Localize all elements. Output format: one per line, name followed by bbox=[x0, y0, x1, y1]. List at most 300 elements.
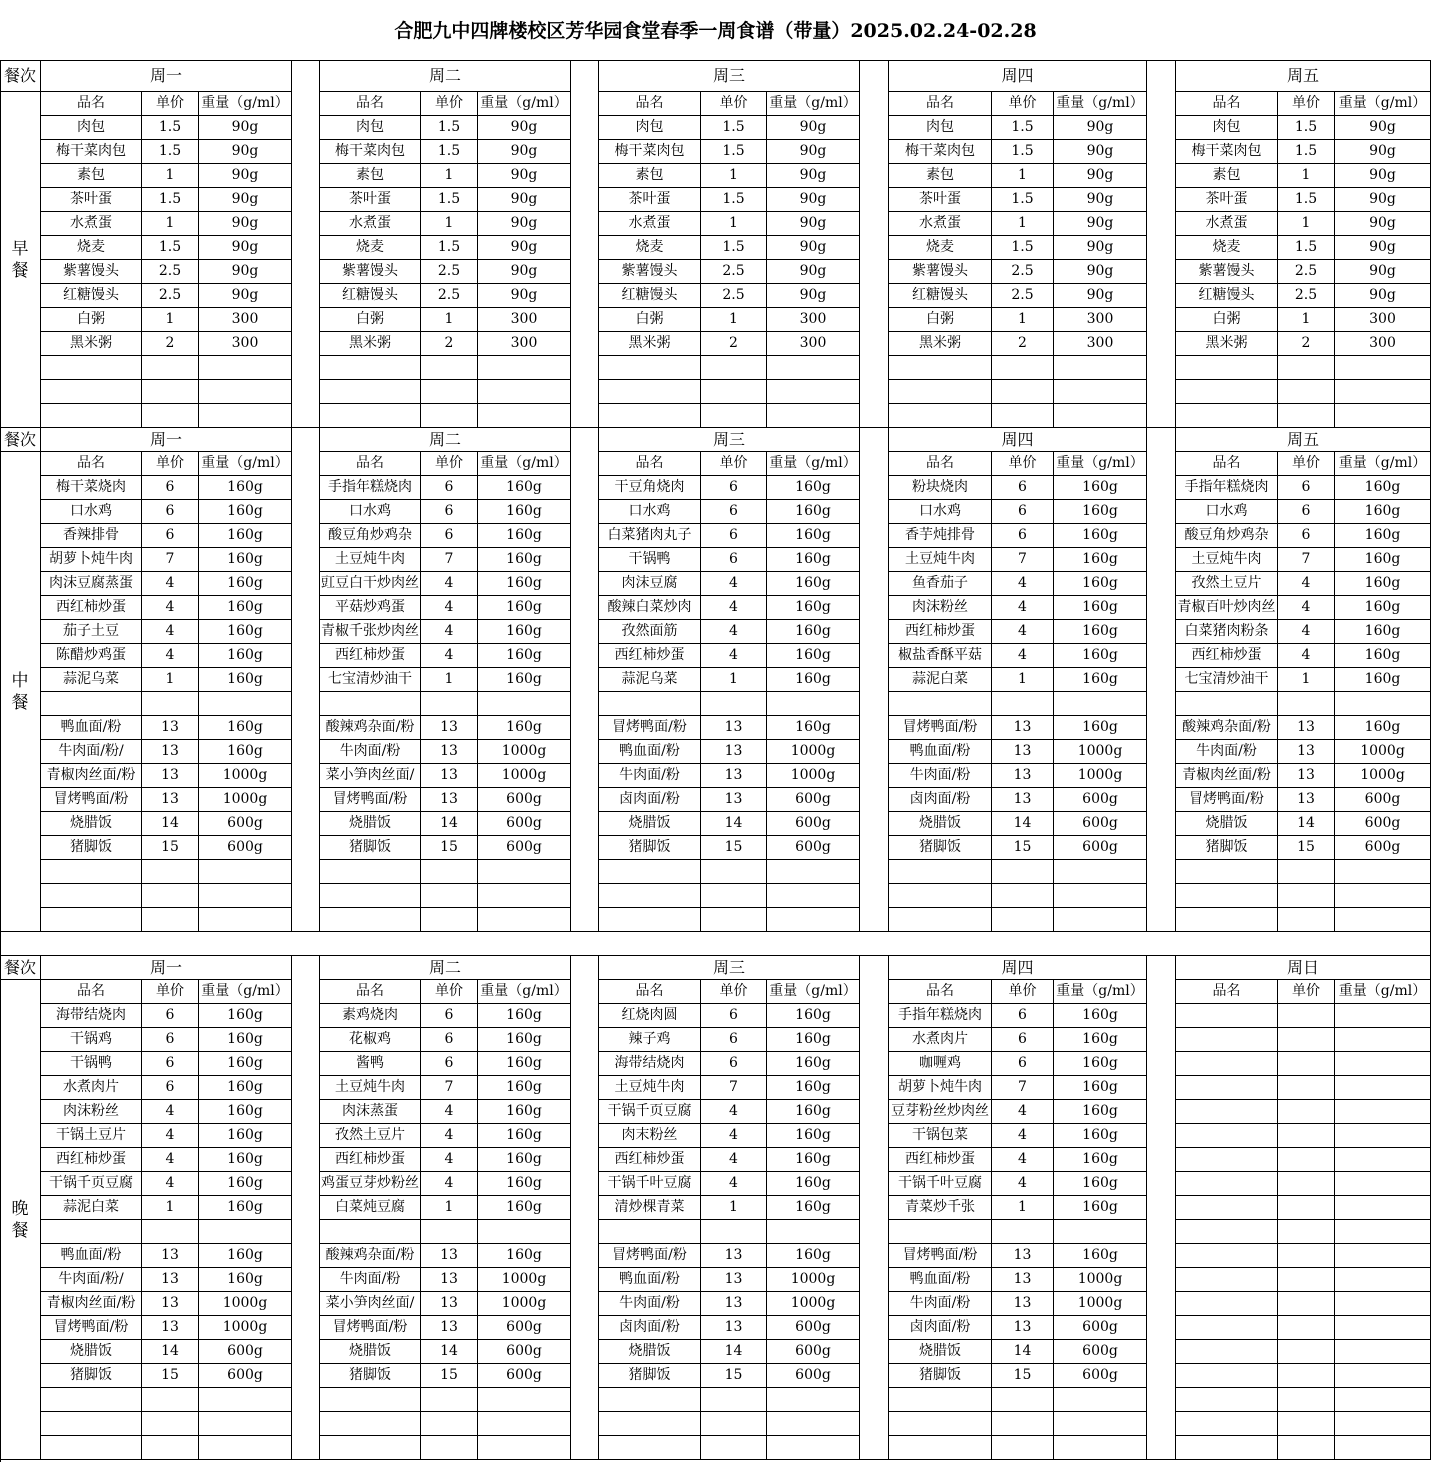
dish-price: 1.5 bbox=[142, 116, 199, 140]
dish-weight: 1000g bbox=[478, 740, 571, 764]
dish-price: 1.5 bbox=[701, 236, 767, 260]
dish-price: 4 bbox=[421, 1148, 478, 1172]
column-header-price: 单价 bbox=[421, 980, 478, 1004]
column-header-name: 品名 bbox=[41, 980, 142, 1004]
dish-price: 1.5 bbox=[992, 236, 1054, 260]
dish-price: 6 bbox=[701, 1052, 767, 1076]
dish-name: 蒜泥白菜 bbox=[889, 668, 992, 692]
dish-price: 2 bbox=[701, 332, 767, 356]
dish-name bbox=[599, 380, 701, 404]
dish-name: 肉沫粉丝 bbox=[889, 596, 992, 620]
dish-name: 土豆炖牛肉 bbox=[599, 1076, 701, 1100]
dish-name: 烧腊饭 bbox=[41, 1340, 142, 1364]
dish-name: 紫薯馒头 bbox=[599, 260, 701, 284]
dish-weight: 90g bbox=[478, 188, 571, 212]
dish-name: 茶叶蛋 bbox=[41, 188, 142, 212]
dish-name bbox=[320, 908, 421, 932]
dish-price: 4 bbox=[992, 1172, 1054, 1196]
dish-price: 4 bbox=[992, 620, 1054, 644]
dish-weight: 160g bbox=[767, 1004, 860, 1028]
column-header-price: 单价 bbox=[701, 452, 767, 476]
dish-weight bbox=[1054, 380, 1147, 404]
dish-price: 1 bbox=[142, 668, 199, 692]
dish-name: 烧腊饭 bbox=[889, 812, 992, 836]
dish-name: 肉沫粉丝 bbox=[41, 1100, 142, 1124]
dish-weight bbox=[478, 380, 571, 404]
dish-weight: 90g bbox=[478, 236, 571, 260]
dish-name: 肉包 bbox=[889, 116, 992, 140]
column-header-name: 品名 bbox=[599, 980, 701, 1004]
dish-price: 4 bbox=[142, 1148, 199, 1172]
dish-name: 牛肉面/粉 bbox=[1176, 740, 1278, 764]
dish-name: 茶叶蛋 bbox=[599, 188, 701, 212]
dish-weight: 160g bbox=[199, 1196, 292, 1220]
dish-name: 冒烤鸭面/粉 bbox=[599, 716, 701, 740]
dish-price: 4 bbox=[701, 1124, 767, 1148]
page-title: 合肥九中四牌楼校区芳华园食堂春季一周食谱（带量）2025.02.24-02.28 bbox=[394, 20, 1037, 42]
column-header-name: 品名 bbox=[889, 452, 992, 476]
dish-weight: 160g bbox=[478, 1076, 571, 1100]
dish-weight: 160g bbox=[1054, 524, 1147, 548]
dish-weight: 160g bbox=[478, 1124, 571, 1148]
column-header-name: 品名 bbox=[320, 980, 421, 1004]
dish-name bbox=[599, 1220, 701, 1244]
dish-name bbox=[599, 692, 701, 716]
dish-weight: 1000g bbox=[199, 788, 292, 812]
dish-weight: 600g bbox=[1054, 1364, 1147, 1388]
dish-price: 4 bbox=[1278, 644, 1335, 668]
dish-weight: 160g bbox=[767, 1196, 860, 1220]
column-spacer bbox=[860, 60, 889, 428]
dish-price: 15 bbox=[992, 836, 1054, 860]
dish-price bbox=[1278, 1004, 1335, 1028]
dish-weight: 300 bbox=[767, 308, 860, 332]
dish-price: 13 bbox=[421, 1268, 478, 1292]
dish-price: 13 bbox=[421, 764, 478, 788]
dish-price bbox=[142, 404, 199, 428]
dish-name bbox=[320, 356, 421, 380]
dish-weight: 90g bbox=[1054, 116, 1147, 140]
dish-name: 白粥 bbox=[889, 308, 992, 332]
dish-name: 干锅鸡 bbox=[41, 1028, 142, 1052]
dish-price: 13 bbox=[992, 788, 1054, 812]
dish-price bbox=[421, 404, 478, 428]
dish-price bbox=[701, 356, 767, 380]
dish-name: 猪脚饭 bbox=[320, 1364, 421, 1388]
dish-name bbox=[1176, 1316, 1278, 1340]
dish-price bbox=[421, 908, 478, 932]
dish-name: 手指年糕烧肉 bbox=[320, 476, 421, 500]
dish-weight: 160g bbox=[199, 524, 292, 548]
dish-name: 酸辣鸡杂面/粉 bbox=[320, 716, 421, 740]
dish-name bbox=[889, 884, 992, 908]
dish-price bbox=[1278, 1148, 1335, 1172]
dish-price: 13 bbox=[992, 716, 1054, 740]
dish-name: 花椒鸡 bbox=[320, 1028, 421, 1052]
dish-name: 海带结烧肉 bbox=[599, 1052, 701, 1076]
dish-weight bbox=[199, 692, 292, 716]
dish-name: 水煮蛋 bbox=[889, 212, 992, 236]
dish-price: 2.5 bbox=[1278, 260, 1335, 284]
dish-weight: 1000g bbox=[478, 1268, 571, 1292]
column-header-weight: 重量（g/ml） bbox=[1054, 980, 1147, 1004]
dish-price: 2.5 bbox=[992, 260, 1054, 284]
dish-price: 1.5 bbox=[142, 140, 199, 164]
dish-price bbox=[142, 860, 199, 884]
dish-name: 素包 bbox=[889, 164, 992, 188]
dish-weight: 160g bbox=[1054, 1124, 1147, 1148]
dish-name bbox=[889, 356, 992, 380]
dish-name: 肉包 bbox=[1176, 116, 1278, 140]
dish-price bbox=[421, 380, 478, 404]
dish-price: 15 bbox=[421, 836, 478, 860]
column-header-weight: 重量（g/ml） bbox=[767, 92, 860, 116]
dish-weight: 160g bbox=[767, 596, 860, 620]
dish-name bbox=[1176, 1364, 1278, 1388]
dish-price: 13 bbox=[421, 716, 478, 740]
dish-price bbox=[421, 1412, 478, 1436]
dish-name: 烧麦 bbox=[889, 236, 992, 260]
dish-weight: 160g bbox=[199, 1244, 292, 1268]
dish-price: 1.5 bbox=[1278, 188, 1335, 212]
dish-weight bbox=[478, 860, 571, 884]
dish-weight: 300 bbox=[199, 332, 292, 356]
dish-name: 猪脚饭 bbox=[889, 1364, 992, 1388]
dish-name: 烧腊饭 bbox=[320, 1340, 421, 1364]
dish-price bbox=[992, 1220, 1054, 1244]
dish-weight: 160g bbox=[1335, 548, 1431, 572]
dish-price: 13 bbox=[701, 1316, 767, 1340]
dish-price bbox=[142, 1220, 199, 1244]
dish-name: 烧腊饭 bbox=[599, 812, 701, 836]
day-header: 周三 bbox=[599, 956, 860, 980]
dish-name: 鸡蛋豆芽炒粉丝 bbox=[320, 1172, 421, 1196]
dish-price: 13 bbox=[142, 740, 199, 764]
dish-price: 14 bbox=[1278, 812, 1335, 836]
dish-name: 口水鸡 bbox=[599, 500, 701, 524]
dish-price: 6 bbox=[421, 1028, 478, 1052]
dish-price bbox=[1278, 1412, 1335, 1436]
dish-weight bbox=[199, 1436, 292, 1460]
dish-weight: 90g bbox=[1054, 140, 1147, 164]
dish-name: 干锅鸭 bbox=[41, 1052, 142, 1076]
dish-weight bbox=[767, 860, 860, 884]
dish-name: 西红柿炒蛋 bbox=[41, 596, 142, 620]
column-header-price: 单价 bbox=[992, 980, 1054, 1004]
day-header: 周五 bbox=[1176, 60, 1431, 92]
dish-weight: 160g bbox=[767, 1076, 860, 1100]
column-header-weight: 重量（g/ml） bbox=[199, 92, 292, 116]
dish-name: 西红柿炒蛋 bbox=[320, 1148, 421, 1172]
dish-weight bbox=[1335, 1028, 1431, 1052]
dish-name: 孜然面筋 bbox=[599, 620, 701, 644]
column-spacer bbox=[860, 428, 889, 932]
dish-price: 6 bbox=[992, 500, 1054, 524]
dish-price bbox=[1278, 1196, 1335, 1220]
dish-price: 7 bbox=[421, 548, 478, 572]
dish-price bbox=[992, 692, 1054, 716]
dish-price bbox=[1278, 1292, 1335, 1316]
column-header-name: 品名 bbox=[41, 452, 142, 476]
day-header: 周五 bbox=[1176, 428, 1431, 452]
column-header-price: 单价 bbox=[142, 452, 199, 476]
dish-name: 冒烤鸭面/粉 bbox=[41, 788, 142, 812]
dish-weight bbox=[199, 908, 292, 932]
dish-price: 4 bbox=[421, 644, 478, 668]
dish-name: 鱼香茄子 bbox=[889, 572, 992, 596]
dish-price bbox=[1278, 692, 1335, 716]
dish-name: 干锅千叶豆腐 bbox=[599, 1172, 701, 1196]
dish-weight bbox=[1054, 860, 1147, 884]
dish-name: 黑米粥 bbox=[320, 332, 421, 356]
dish-weight: 160g bbox=[1054, 1148, 1147, 1172]
dish-price: 15 bbox=[701, 1364, 767, 1388]
dish-price: 6 bbox=[421, 1052, 478, 1076]
column-header-price: 单价 bbox=[1278, 92, 1335, 116]
dish-name: 青椒肉丝面/粉 bbox=[1176, 764, 1278, 788]
dish-name: 粉块烧肉 bbox=[889, 476, 992, 500]
dish-weight: 1000g bbox=[767, 1292, 860, 1316]
dish-name: 干锅千叶豆腐 bbox=[889, 1172, 992, 1196]
dish-price: 13 bbox=[701, 1268, 767, 1292]
dish-weight: 160g bbox=[767, 668, 860, 692]
dish-weight: 600g bbox=[478, 1340, 571, 1364]
dish-weight bbox=[1335, 1172, 1431, 1196]
dish-price: 2.5 bbox=[421, 260, 478, 284]
dish-price: 4 bbox=[421, 596, 478, 620]
dish-name bbox=[1176, 1172, 1278, 1196]
dish-price: 6 bbox=[701, 548, 767, 572]
dish-name: 牛肉面/粉 bbox=[320, 740, 421, 764]
dish-name: 素包 bbox=[599, 164, 701, 188]
dish-price: 14 bbox=[421, 1340, 478, 1364]
dish-weight: 90g bbox=[1335, 164, 1431, 188]
column-header-name: 品名 bbox=[320, 452, 421, 476]
dish-weight: 600g bbox=[199, 812, 292, 836]
dish-name: 青椒百叶炒肉丝 bbox=[1176, 596, 1278, 620]
dish-weight: 90g bbox=[1335, 284, 1431, 308]
dish-price: 13 bbox=[701, 1244, 767, 1268]
dish-weight: 160g bbox=[767, 1172, 860, 1196]
column-spacer bbox=[1147, 60, 1176, 428]
dish-weight: 90g bbox=[1054, 188, 1147, 212]
dish-weight: 1000g bbox=[767, 764, 860, 788]
dish-weight: 600g bbox=[1335, 836, 1431, 860]
dish-price: 4 bbox=[701, 1172, 767, 1196]
dish-weight: 90g bbox=[767, 284, 860, 308]
dish-weight: 90g bbox=[1054, 212, 1147, 236]
dish-weight: 160g bbox=[1335, 572, 1431, 596]
dish-name: 酸辣白菜炒肉 bbox=[599, 596, 701, 620]
dish-weight: 160g bbox=[767, 500, 860, 524]
dish-price: 2.5 bbox=[701, 284, 767, 308]
dish-name: 牛肉面/粉/ bbox=[41, 740, 142, 764]
dish-weight: 160g bbox=[1054, 668, 1147, 692]
dish-name bbox=[599, 884, 701, 908]
dish-weight: 90g bbox=[478, 164, 571, 188]
dish-weight bbox=[1054, 1388, 1147, 1412]
dish-weight bbox=[1054, 692, 1147, 716]
dish-weight bbox=[478, 1436, 571, 1460]
dish-price: 2 bbox=[992, 332, 1054, 356]
dish-name bbox=[889, 1388, 992, 1412]
dish-name: 素鸡烧肉 bbox=[320, 1004, 421, 1028]
dish-price: 1.5 bbox=[1278, 140, 1335, 164]
dish-price: 6 bbox=[701, 524, 767, 548]
dish-name: 青椒千张炒肉丝 bbox=[320, 620, 421, 644]
dish-weight: 600g bbox=[767, 1340, 860, 1364]
dish-weight: 600g bbox=[1054, 1316, 1147, 1340]
dish-price: 6 bbox=[701, 1004, 767, 1028]
dish-price: 7 bbox=[142, 548, 199, 572]
dish-weight: 1000g bbox=[1335, 764, 1431, 788]
dish-price: 6 bbox=[421, 1004, 478, 1028]
dish-weight: 90g bbox=[1335, 116, 1431, 140]
column-header-price: 单价 bbox=[421, 92, 478, 116]
dish-price bbox=[1278, 1436, 1335, 1460]
dish-weight bbox=[478, 1220, 571, 1244]
dish-weight bbox=[767, 1436, 860, 1460]
dish-price: 13 bbox=[142, 1292, 199, 1316]
dish-price bbox=[1278, 908, 1335, 932]
dish-weight: 600g bbox=[767, 836, 860, 860]
dish-weight bbox=[1054, 404, 1147, 428]
dish-price: 1.5 bbox=[421, 116, 478, 140]
dish-name bbox=[1176, 908, 1278, 932]
dish-weight bbox=[1335, 884, 1431, 908]
dish-name bbox=[41, 356, 142, 380]
dish-name bbox=[41, 404, 142, 428]
column-header-weight: 重量（g/ml） bbox=[1054, 452, 1147, 476]
dish-price: 14 bbox=[992, 1340, 1054, 1364]
dish-weight bbox=[199, 1220, 292, 1244]
dish-weight: 300 bbox=[767, 332, 860, 356]
day-header: 周四 bbox=[889, 956, 1147, 980]
dish-price: 13 bbox=[1278, 764, 1335, 788]
dish-weight: 160g bbox=[767, 476, 860, 500]
dish-name: 烧腊饭 bbox=[599, 1340, 701, 1364]
dish-weight bbox=[478, 404, 571, 428]
dish-weight: 160g bbox=[1335, 524, 1431, 548]
dish-price: 6 bbox=[142, 1004, 199, 1028]
dish-name bbox=[320, 380, 421, 404]
dish-price: 13 bbox=[992, 1316, 1054, 1340]
dish-price bbox=[701, 1412, 767, 1436]
dish-weight bbox=[1054, 356, 1147, 380]
dish-price bbox=[992, 1388, 1054, 1412]
dish-price: 2.5 bbox=[142, 284, 199, 308]
dish-price: 6 bbox=[421, 524, 478, 548]
dish-name: 豇豆白干炒肉丝 bbox=[320, 572, 421, 596]
dish-weight: 1000g bbox=[199, 764, 292, 788]
dish-price bbox=[1278, 1124, 1335, 1148]
dish-weight: 1000g bbox=[199, 1316, 292, 1340]
dish-price: 1.5 bbox=[701, 116, 767, 140]
dish-name: 冒烤鸭面/粉 bbox=[599, 1244, 701, 1268]
dish-price bbox=[1278, 884, 1335, 908]
dish-weight bbox=[1335, 380, 1431, 404]
dish-name bbox=[889, 692, 992, 716]
dish-price: 13 bbox=[142, 764, 199, 788]
dish-name: 酸辣鸡杂面/粉 bbox=[320, 1244, 421, 1268]
dish-weight bbox=[767, 1412, 860, 1436]
dish-weight: 160g bbox=[478, 644, 571, 668]
dish-name: 烧腊饭 bbox=[41, 812, 142, 836]
dish-price bbox=[421, 1388, 478, 1412]
dish-name: 牛肉面/粉 bbox=[889, 1292, 992, 1316]
column-spacer bbox=[292, 956, 320, 1460]
dish-name: 干锅千页豆腐 bbox=[41, 1172, 142, 1196]
dish-weight bbox=[1335, 1196, 1431, 1220]
dish-price bbox=[701, 1388, 767, 1412]
dish-weight: 1000g bbox=[767, 740, 860, 764]
dish-price bbox=[992, 860, 1054, 884]
dish-price bbox=[142, 884, 199, 908]
dish-weight bbox=[1335, 860, 1431, 884]
column-header-price: 单价 bbox=[992, 92, 1054, 116]
dish-price bbox=[421, 692, 478, 716]
dish-price bbox=[992, 884, 1054, 908]
dish-price bbox=[1278, 1268, 1335, 1292]
dish-price: 1 bbox=[1278, 308, 1335, 332]
column-header-price: 单价 bbox=[701, 92, 767, 116]
dish-weight: 90g bbox=[1335, 212, 1431, 236]
dish-weight: 160g bbox=[767, 572, 860, 596]
dish-name bbox=[41, 1436, 142, 1460]
dish-weight: 160g bbox=[1054, 716, 1147, 740]
meal-column-label: 餐次 bbox=[0, 60, 41, 92]
dish-name: 冒烤鸭面/粉 bbox=[1176, 788, 1278, 812]
dish-weight: 160g bbox=[1054, 1028, 1147, 1052]
dish-name: 梅干菜肉包 bbox=[599, 140, 701, 164]
column-header-weight: 重量（g/ml） bbox=[478, 92, 571, 116]
dish-price: 6 bbox=[142, 1052, 199, 1076]
dish-name: 平菇炒鸡蛋 bbox=[320, 596, 421, 620]
dish-weight: 160g bbox=[478, 716, 571, 740]
dish-weight: 160g bbox=[199, 596, 292, 620]
dish-weight: 160g bbox=[478, 1148, 571, 1172]
dish-price bbox=[142, 1436, 199, 1460]
dish-weight: 160g bbox=[1335, 644, 1431, 668]
dish-weight bbox=[767, 884, 860, 908]
dish-weight: 160g bbox=[199, 1172, 292, 1196]
dish-name: 咖喱鸡 bbox=[889, 1052, 992, 1076]
meal-name: 晚 餐 bbox=[0, 980, 41, 1460]
dish-weight: 160g bbox=[199, 1076, 292, 1100]
dish-weight bbox=[199, 884, 292, 908]
dish-name bbox=[320, 884, 421, 908]
dish-weight bbox=[767, 356, 860, 380]
column-spacer bbox=[292, 60, 320, 428]
dish-weight: 90g bbox=[199, 284, 292, 308]
dish-name: 红糖馒头 bbox=[320, 284, 421, 308]
dish-weight: 160g bbox=[1054, 1196, 1147, 1220]
dish-price: 14 bbox=[142, 812, 199, 836]
column-spacer bbox=[1147, 956, 1176, 1460]
dish-price: 1 bbox=[421, 212, 478, 236]
dish-price bbox=[701, 884, 767, 908]
dish-price: 15 bbox=[992, 1364, 1054, 1388]
dish-name: 西红柿炒蛋 bbox=[1176, 644, 1278, 668]
dish-price: 13 bbox=[701, 764, 767, 788]
dish-price bbox=[992, 1436, 1054, 1460]
dish-weight bbox=[1054, 884, 1147, 908]
dish-price: 1 bbox=[992, 308, 1054, 332]
dish-weight: 90g bbox=[478, 140, 571, 164]
dish-price: 13 bbox=[992, 1244, 1054, 1268]
column-spacer bbox=[571, 60, 599, 428]
dish-name: 蒜泥乌菜 bbox=[41, 668, 142, 692]
